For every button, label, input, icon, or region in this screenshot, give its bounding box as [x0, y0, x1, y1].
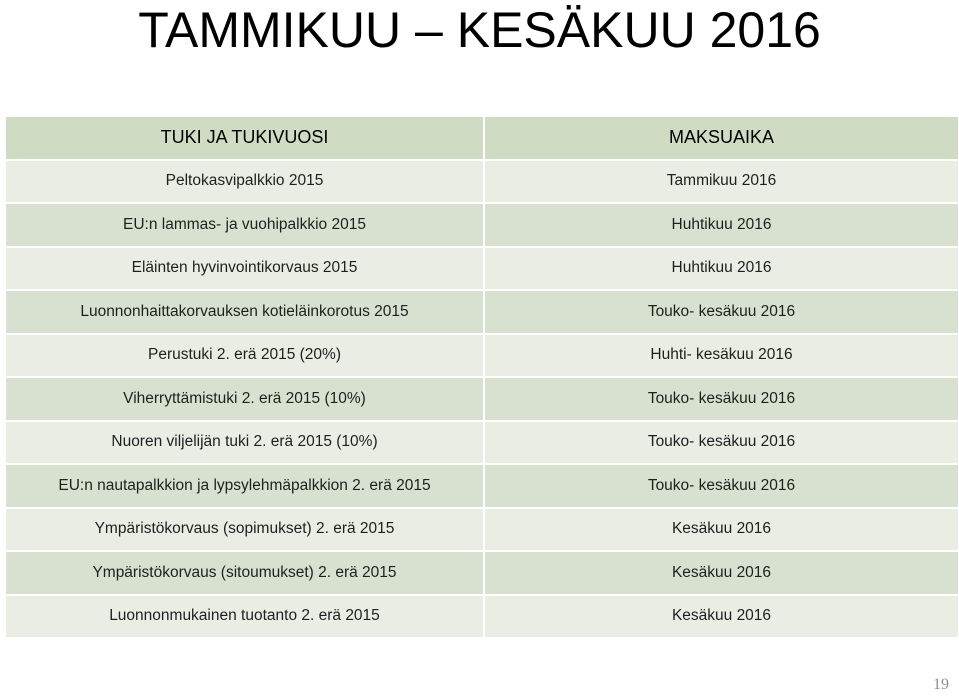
cell-tuki: Ympäristökorvaus (sitoumukset) 2. erä 2015 [6, 552, 483, 594]
cell-maksuaika: Kesäkuu 2016 [485, 509, 958, 551]
table-row [6, 465, 958, 507]
cell-maksuaika: Huhtikuu 2016 [485, 204, 958, 246]
cell-tuki: Luonnonmukainen tuotanto 2. erä 2015 [6, 596, 483, 638]
table-row [6, 422, 958, 464]
cell-maksuaika: Touko- kesäkuu 2016 [485, 422, 958, 464]
table-row [6, 552, 958, 594]
slide-title: TAMMIKUU – KESÄKUU 2016 [138, 2, 821, 58]
cell-tuki: Peltokasvipalkkio 2015 [6, 161, 483, 203]
cell-tuki: Eläinten hyvinvointikorvaus 2015 [6, 248, 483, 290]
header-tuki: TUKI JA TUKIVUOSI [6, 117, 483, 159]
cell-tuki: Viherryttämistuki 2. erä 2015 (10%) [6, 378, 483, 420]
cell-tuki: Luonnonhaittakorvauksen kotieläinkorotus 2015 [6, 291, 483, 333]
cell-tuki: Ympäristökorvaus (sopimukset) 2. erä 2015 [6, 509, 483, 551]
cell-maksuaika: Touko- kesäkuu 2016 [485, 378, 958, 420]
table-row [6, 509, 958, 551]
table-row [6, 161, 958, 203]
payment-schedule-table [4, 115, 959, 639]
table-row [6, 248, 958, 290]
table-row [6, 204, 958, 246]
table-row [6, 291, 958, 333]
cell-maksuaika: Touko- kesäkuu 2016 [485, 291, 958, 333]
table-row [6, 596, 958, 638]
cell-tuki: EU:n nautapalkkion ja lypsylehmäpalkkion 2. erä 2015 [6, 465, 483, 507]
cell-maksuaika: Kesäkuu 2016 [485, 596, 958, 638]
cell-maksuaika: Kesäkuu 2016 [485, 552, 958, 594]
table-row [6, 335, 958, 377]
cell-maksuaika: Huhtikuu 2016 [485, 248, 958, 290]
cell-maksuaika: Tammikuu 2016 [485, 161, 958, 203]
cell-maksuaika: Touko- kesäkuu 2016 [485, 465, 958, 507]
page-number: 19 [933, 676, 949, 693]
cell-maksuaika: Huhti- kesäkuu 2016 [485, 335, 958, 377]
table-row [6, 378, 958, 420]
cell-tuki: Nuoren viljelijän tuki 2. erä 2015 (10%) [6, 422, 483, 464]
table-header-row [6, 117, 958, 159]
cell-tuki: EU:n lammas- ja vuohipalkkio 2015 [6, 204, 483, 246]
header-maksuaika: MAKSUAIKA [485, 117, 958, 159]
cell-tuki: Perustuki 2. erä 2015 (20%) [6, 335, 483, 377]
